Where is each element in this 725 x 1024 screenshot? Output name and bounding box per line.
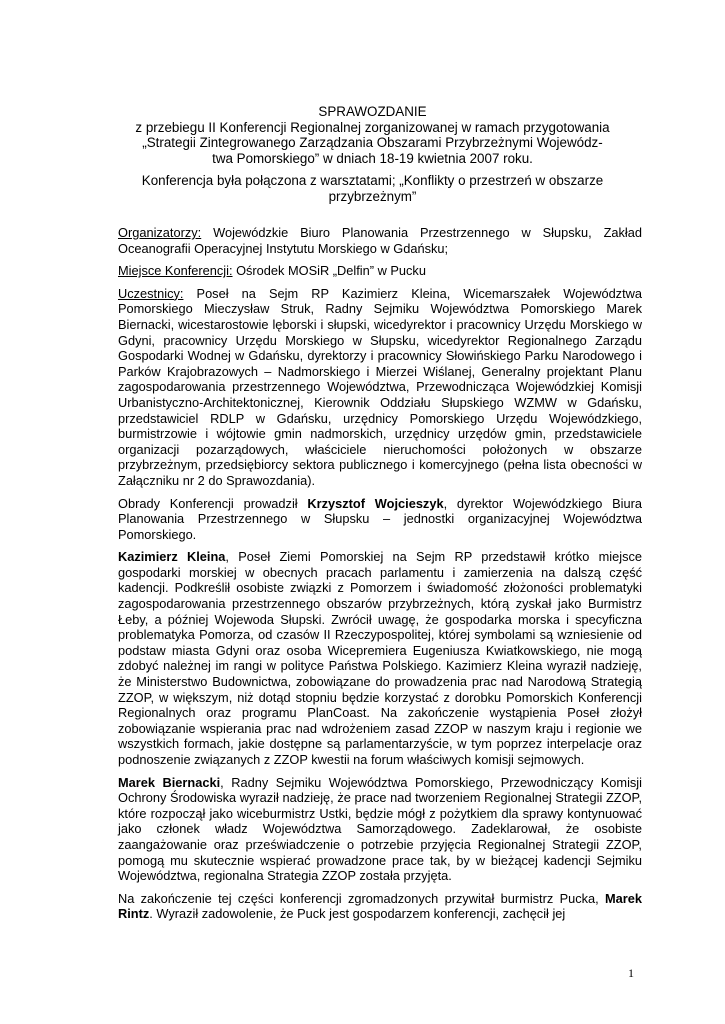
rintz-paragraph bbox=[118, 891, 642, 922]
rintz-pre: Na zakończenie tej części konferencji zgromadzonych przywitał burmistrz Pucka, bbox=[118, 890, 605, 906]
title-block bbox=[110, 104, 635, 204]
chair-paragraph bbox=[118, 496, 642, 543]
rintz-name: Marek Rintz bbox=[118, 890, 642, 922]
rintz-post: . Wyraził zadowolenie, że Puck jest gospodarzem konferencji, zachęcił jej bbox=[149, 906, 566, 922]
participants-label: Uczestnicy: bbox=[118, 285, 184, 301]
subtitle-line-2: przybrzeżnym” bbox=[328, 188, 417, 204]
page-number: 1 bbox=[628, 966, 634, 980]
chair-name: Krzysztof Wojcieszyk bbox=[307, 495, 444, 511]
biernacki-name: Marek Biernacki bbox=[118, 774, 221, 790]
biernacki-text: , Radny Sejmiku Województwa Pomorskiego, Przewodniczący Komisji Ochrony Środowiska wyraził nadzieję, że prace nad tworzeniem Regionalnej Strategii ZZOP, które rozpoczął jako wiceburmistrz Ustki, będzie mógł z pożytkiem dla sprawy kontynuować jako członek władz Województwa Samorządowego. Zadeklarował, że osobiste zaangażowanie oraz przeświadczenie o potrzebie przyjęcia Regionalnej Strategii ZZOP, pomogą mu skutecznie wspierać prowadzone prace tak, by w bieżącej kadencji Sejmiku Województwa, regionalna Strategia ZZOP została przyjęta. bbox=[118, 774, 642, 884]
document-body bbox=[118, 225, 642, 929]
chair-pre: Obrady Konferencji prowadził bbox=[118, 495, 308, 511]
report-heading: SPRAWOZDANIE bbox=[318, 104, 427, 119]
title-line-1: z przebiegu II Konferencji Regionalnej zorganizowanej w ramach przygotowania bbox=[135, 119, 610, 135]
kleina-text: , Poseł Ziemi Pomorskiej na Sejm RP przedstawił krótko miejsce gospodarki morskiej w obecnych pracach parlamentu i zamierzenia na dalszą część kadencji. Podkreślił osobiste związki z Pomorzem i świadomość złożoności problematyki zagospodarowania przestrzennego obszarów przybrzeżnych, którą zyskał jako Burmistrz Łeby, a później Wojewoda Słupski. Zwrócił uwagę, że gospodarka morska i specyficzna problematyka Pomorza, od czasów II Rzeczypospolitej, której symbolami są wzniesienie od podstaw miasta Gdyni oraz osoba Wicepremiera Eugeniusza Kwiatkowskiego, nie mogą zdobyć należnej im rangi w polityce Państwa Polskiego. Kazimierz Kleina wyraził nadzieję, że Ministerstwo Budownictwa, zobowiązane do prowadzenia prac nad Narodową Strategią ZZOP, w większym, niż dotąd stopniu będzie korzystać z dorobku Pomorskich Konferencji Regionalnych oraz programu PlanCoast. Na zakończenie wystąpienia Poseł złożył zobowiązanie wspierania prac nad wdrożeniem zasad ZZOP w naszym kraju i regionie we wszystkich formach, jakie dostępne są parlamentarzyście, w tym poprzez interpelacje oraz podnoszenie związanych z ZZOP kwestii na forum właściwych komisji sejmowych. bbox=[118, 549, 642, 767]
organizers-paragraph bbox=[118, 225, 642, 256]
venue-label: Miejsce Konferencji: bbox=[118, 263, 233, 279]
organizers-text: Wojewódzkie Biuro Planowania Przestrzennego w Słupsku, Zakład Oceanografii Operacyjnej Instytutu Morskiego w Gdańsku; bbox=[118, 225, 642, 256]
title-line-2: „Strategii Zintegrowanego Zarządzania Obszarami Przybrzeżnymi Wojewódz- bbox=[142, 135, 603, 150]
venue-text: Ośrodek MOSiR „Delfin” w Pucku bbox=[232, 263, 426, 279]
biernacki-paragraph bbox=[118, 775, 642, 884]
subtitle-line-1: Konferencja była połączona z warsztatami; „Konflikty o przestrzeń w obszarze bbox=[141, 173, 604, 188]
kleina-paragraph bbox=[118, 549, 642, 767]
title-line-3: twa Pomorskiego” w dniach 18-19 kwietnia 2007 roku. bbox=[212, 150, 533, 166]
participants-paragraph bbox=[118, 286, 642, 489]
venue-paragraph bbox=[118, 263, 642, 279]
chair-post: , dyrektor Wojewódzkiego Biura Planowania Przestrzennego w Słupsku – jednostki organizacyjnej Województwa Pomorskiego. bbox=[118, 495, 643, 542]
organizers-label: Organizatorzy: bbox=[118, 225, 202, 240]
kleina-name: Kazimierz Kleina bbox=[118, 549, 226, 565]
participants-text: Poseł na Sejm RP Kazimierz Kleina, Wicemarszałek Województwa Pomorskiego Mieczysław Struk, Radny Sejmiku Województwa Pomorskiego Marek Biernacki, wicestarostowie lęborski i słupski, wicedyrektor i pracownicy Urzędu Morskiego w Gdyni, pracownicy Urzędu Morskiego w Słupsku, wicedyrektor Regionalnego Zarządu Gospodarki Wodnej w Gdańsku, dyrektorzy i pracownicy Słowińskiego Parku Narodowego i Parków Krajobrazowych – Nadmorskiego i Mierzei Wiślanej, Generalny projektant Planu zagospodarowania przestrzennego Województwa, Przewodnicząca Wojewódzkiej Komisji Urbanistyczno-Architektonicznej, Kierownik Oddziału Słupskiego WZMW w Gdańsku, przedstawiciel RDLP w Gdańsku, urzędnicy Pomorskiego Urzędu Wojewódzkiego, burmistrzowie i wójtowie gmin nadmorskich, urzędnicy urzędów gmin, przedstawiciele organizacji pozarządowych, właściciele nieruchomości położonych w obszarze przybrzeżnym, przedsiębiorcy sektora publicznego i komercyjnego (pełna lista obecności w Załączniku nr 2 do Sprawozdania). bbox=[118, 285, 642, 488]
